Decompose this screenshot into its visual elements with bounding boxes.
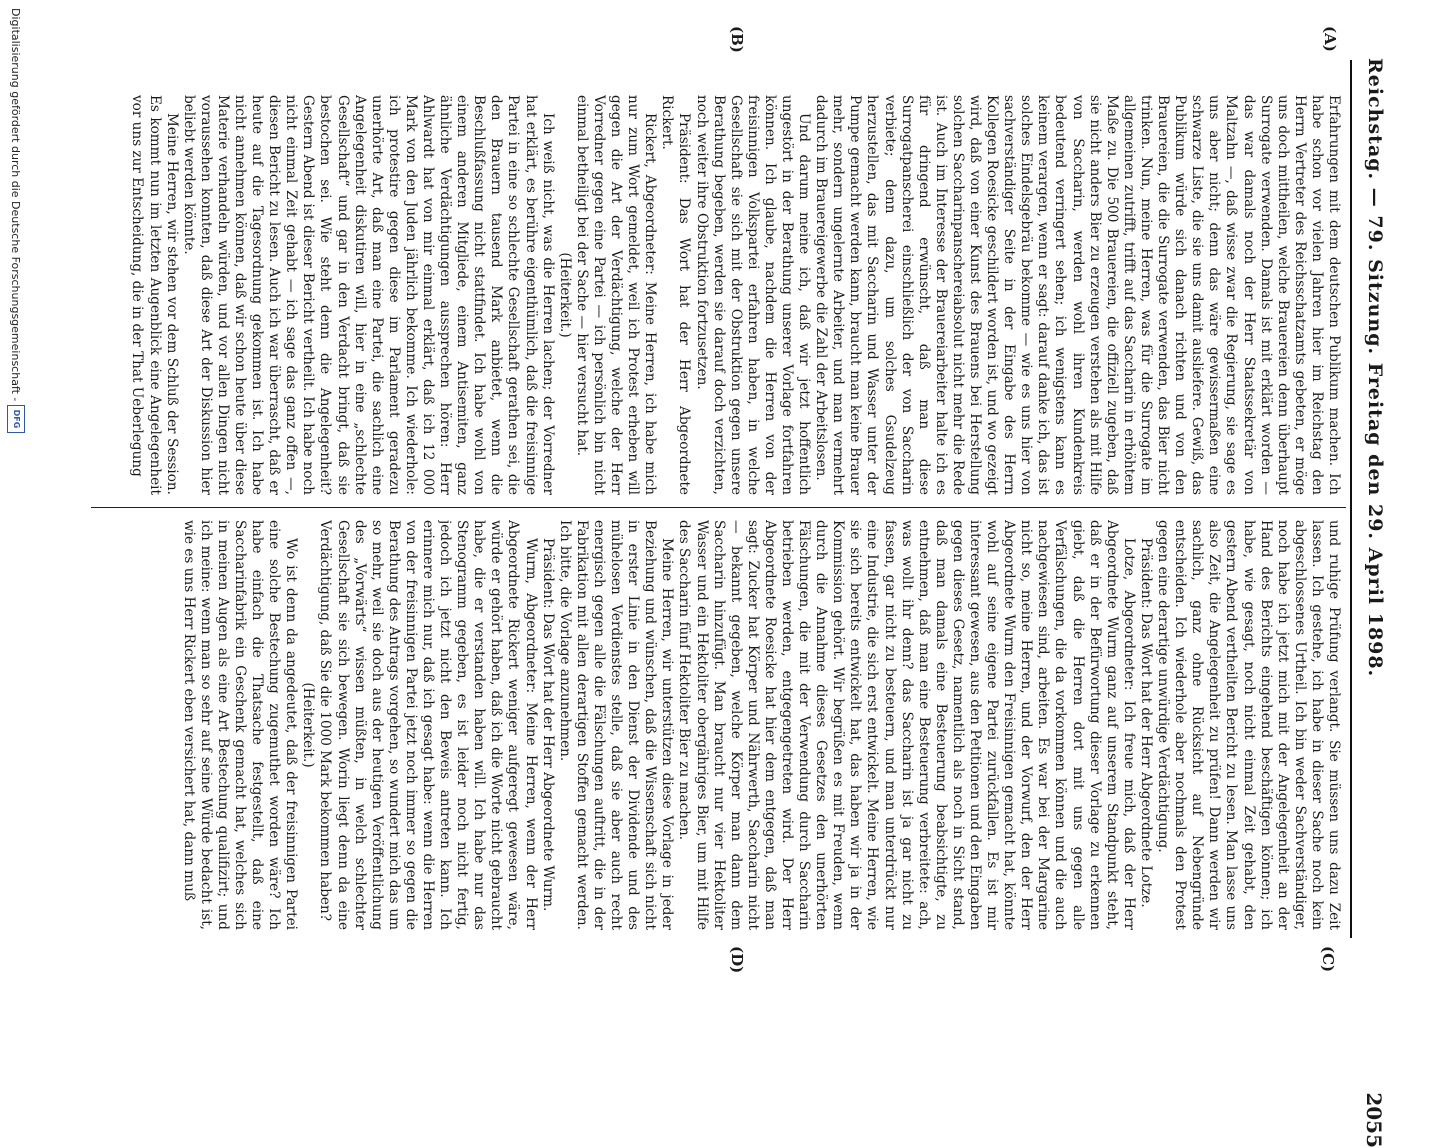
interjection: (Heiterkeit.) bbox=[556, 252, 573, 338]
paragraph: Meine Herren, wir stehen vor dem Schluß der Session. Es kommt nun im letzten Augenblick eine Angelegenheit vor uns zur Entscheidung, die in der That Ueberlegung bbox=[129, 95, 180, 495]
speaker-paragraph: Wurm, Abgeordneter: Meine Herren, wenn der Herr Abgeordnete Rickert weniger aufgeregt gewesen wäre, würde er gehört haben, daß ich die Worte nicht gebraucht habe, die er verstanden haben will. Ich habe nur das Stenogramm gegeben, es ist leider noch nicht fertig, jedoch ich jetzt nicht den Beweis antreten kann. Ich erinnere mich nur, daß ich gesagt habe: wenn die Herren von der freisinnigen Partei jetzt noch immer so gegen die Berathung des Antrags vorgehen, so wundert mich das um so mehr, weil sie doch aus der heutigen Veröffentlichung des „Vorwärts“ wissen müßten, in welch schlechter Gesellschaft sie sich bewegen. Worin liegt denn da eine Verdächtigung, daß Sie die 1000 Mark bekommen haben? bbox=[317, 520, 539, 930]
margin-marker-a: (A) bbox=[1321, 26, 1339, 52]
margin-marker-b: (B) bbox=[728, 26, 746, 53]
margin-marker-c: (C) bbox=[1319, 946, 1337, 973]
interjection: (Heiterkeit.) bbox=[300, 682, 317, 768]
speaker-paragraph: Präsident: Das Wort hat der Herr Abgeordnete Wurm. bbox=[539, 538, 556, 912]
speaker-paragraph: Lotze, Abgeordneter: Ich freue mich, daß der Herr Abgeordnete Wurm ganz auf unserem Standpunkt steht, daß er in der Befürwortung dieser Vorlage zu erkennen giebt, daß die Herren dort mit uns gegen alle Verfälschungen, die da vorkommen können und die auch nachgewiesen sind, arbeiten. Es war bei der Margarine nicht so, meine Herren, und der Vorwurf, den der Herr Abgeordnete Wurm den Freisinnigen gemacht hat, könnte wohl auf seine eigene Partei zurückfallen. Es ist mir interessant gewesen, aus den Petitionen und den Eingaben gegen dieses Gesetz, namentlich als noch in Sicht stand, daß man damals eine Besteuerung beabsichtigte, zu entnehmen, daß man eine Besteuerung verbreitete: ach, was wollt ihr denn? das Saccharin ist ja gar nicht zu fassen, gar nicht zu besteuern, und man unterdrückt nur eine Industrie, die sich erst entwickelt. Meine Herren, wie sie sich bereits entwickelt hat, das haben wir ja in der Kommission gehört. Wir begrüßen es mit Freuden, wenn durch die Annahme dieses Gesetzes den unerhörten Fälschungen, die mit der Verwendung durch Saccharin betrieben werden, entgegengetreten wird. Der Herr Abgeordnete Roesicke hat hier dem entgegen, daß man sagt: Zucker hat Körper und Nährwerth, Saccharin nicht — bekannt gegeben, welche Körper man dann dem Saccharin hinzufügt. Man braucht nur vier Hektoliter Wasser und ein Hektoliter obergähriges Bier, um mit Hilfe des Saccharin fünf Hektoliter Bier zu machen. bbox=[676, 520, 1137, 930]
paragraph: Wo ist denn da angedeutet, daß der freisinnigen Partei eine solche Bestechung zugemuthet worden wäre? Ich habe einfach die Thatsache festgestellt, daß eine Saccharinfabrik ein Geschenk gemacht hat, welches sich in meinen Augen als eine Art Bestechung qualifizirt; und ich meine: wenn man so sehr auf seine Würde bedacht ist, wie es uns Herr Rickert eben versichert hat, dann muß bbox=[180, 520, 300, 930]
digitization-credit: Digitalisierung gefördert durch die Deutsche Forschungsgemeinschaft - bbox=[9, 8, 22, 402]
paragraph: Meine Herren, wir unterstützen diese Vorlage in jeder Beziehung und wünschen, daß die Wissenschaft sich nicht in erster Linie in den Dienst der Dividende und des mühelosen Verdienstes stelle, daß sie aber auch recht energisch gegen alle die Fälschungen auftritt, die in der Fabrikation mit allen derartigen Stoffen gemacht werden. Ich bitte, die Vorlage anzunehmen. bbox=[556, 520, 676, 930]
page-header bbox=[1356, 58, 1386, 1148]
page-footer bbox=[0, 0, 30, 1000]
left-text-column bbox=[92, 95, 1342, 495]
speaker-paragraph: Präsident: Das Wort hat der Herr Abgeordnete Lotze. bbox=[1137, 538, 1154, 908]
speaker-paragraph: Rickert, Abgeordneter: Meine Herren, ich habe mich nur zum Wort gemeldet, weil ich Protest erheben will gegen die Art der Verdächtigung, welche der Herr Vorredner gegen eine Partei — ich persönlich bin nicht einmal betheiligt bei der Sache — hier versucht hat. bbox=[573, 95, 659, 495]
column-divider bbox=[91, 507, 1346, 508]
paragraph: und ruhige Prüfung verlangt. Sie müssen uns dazu Zeit lassen. Ich gestehe, ich habe in dieser Sache noch kein abgeschlossenes Urtheil. Ich bin weder Sachverständiger, noch habe ich jetzt mich mit der Angelegenheit an der Hand des Berichts eingehend beschäftigen können; ich habe, wie gesagt, noch nicht einmal Zeit gehabt, den gestern Abend vertheilten Bericht zu lesen. Man lasse uns also Zeit, die Angelegenheit zu prüfen! Dann werden wir sachlich, ganz ohne Rücksicht auf Nebengründe entscheiden. Ich wiederhole aber nochmals den Protest gegen eine derartige unwürdige Verdächtigung. bbox=[1155, 520, 1342, 930]
page-title: Reichstag. — 79. Sitzung. Freitag den 29. April 1898. bbox=[1364, 58, 1386, 678]
paragraph: Erfahrungen mit dem deutschen Publikum machen. Ich habe schon vor vielen Jahren hier im Reichstag den Herrn Vertreter des Reichsschatzamts gebeten, er möge uns doch mittheilen, welche Brauereien denn überhaupt Surrogate verwenden. Damals ist mit erklärt worden — das war damals noch der Herr Staatssekretär von Maltzahn —, daß wisse zwar die Regierung, sie sage es uns aber nicht; denn das wäre gewissermaßen eine schwarze Liste, die sie uns damit ausliefere. Gewiß, das Publikum würde sich danach richten und von den Brauereien, die die Surrogate verwenden, das Bier nicht trinken. Nun, meine Herren, was für die Surrogate im allgemeinen zutrifft, trifft auf das Saccharin in erhöhtem Maße zu. Die 500 Brauereien, die offiziell zugeben, daß sie nicht anders Bier zu erzeugen verstehen als mit Hilfe von Saccharin, werden wohl ihren Kundenkreis bedeutend verringert sehen; ich wenigstens kann es keinem verargen, wenn er sagt: darauf danke ich, das ist solches Eindelsgebräu bekomme — wie es uns hier von sachverständiger Seite in der Eingabe des Herrn Kollegen Roesicke geschildert worden ist, und wo gezeigt wird, daß von einer Kunst des Brauens bei Herstellung solchen Saccharinpanschereiabsolut nicht mehr die Rede ist. Auch im Interesse der Brauereiarbeiter halte ich es für dringend erwünscht, daß man diese Surrogatpanscherei einschließlich der von Saccharin verbiete; denn dazu, um solches Gsudelzeug herzustellen, das mit Saccharin und Wasser unter der Pumpe gemacht werden kann, braucht man keine Brauer mehr, sondern ungelernte Arbeiter, und man vermehrt dadurch im Brauereigewerbe die Zahl der Arbeitslosen. bbox=[813, 95, 1342, 495]
header-rule bbox=[1350, 60, 1352, 938]
paragraph: Und darum meine ich, daß wir jetzt hoffentlich ungestört in der Berathung unserer Vorlage fortfahren können. Ich glaube, nachdem die Herren von der freisinnigen Volkspartei erfahren haben, in welche Gesellschaft sie sich mit der Obstruktion gegen unsere Berathung begeben, werden sie darauf doch verzichten, noch weiter ihre Obstruktion fortzusetzen. bbox=[693, 95, 813, 495]
speaker-paragraph: Präsident: Das Wort hat der Herr Abgeordnete Rickert. bbox=[659, 95, 693, 495]
dfg-logo: DFG bbox=[7, 405, 25, 433]
right-text-column bbox=[92, 520, 1342, 930]
page-number: 2055 bbox=[1362, 1092, 1386, 1148]
paragraph: Ich weiß nicht, was die Herren lachen; der Vorredner hat erklärt, es berühre eigenthümlich, daß die freisinnige Partei in eine so schlechte Gesellschaft gerathen sei, die den Brauern tausend Mark anbietet, wenn die Beschlußfassung nicht stattfindet. Ich habe wohl von einem anderen Mitgliede, einem Antisemiten, ganz ähnliche Verdächtigungen aussprechen hören: Herr Ahlwardt hat von mir einmal erklärt, daß ich 12 000 Mark von den Juden jährlich bekomme. Ich wiederhole: ich protestire gegen diese im Parlament geradezu unerhörte Art, daß man eine Partei, die sachlich eine Angelegenheit diskutiren will, hier in eine „schlechte Gesellschaft“ und gar in den Verdacht bringt, daß sie bestochen sei. Wie steht denn die Angelegenheit? Gestern Abend ist dieser Bericht vertheilt. Ich habe noch nicht einmal Zeit gehabt — ich sage das ganz offen —, diesen Bericht zu lesen. Auch ich war überrascht, daß er heute auf die Tagesordnung gekommen ist. Ich habe nicht annehmen können, daß wir schon heute über diese Materie verhandeln würden, und vor allen Dingen nicht voraussehen konnten, daß diese Art der Diskussion hier beliebt werden könnte. bbox=[180, 95, 556, 495]
margin-marker-d: (D) bbox=[728, 946, 746, 974]
